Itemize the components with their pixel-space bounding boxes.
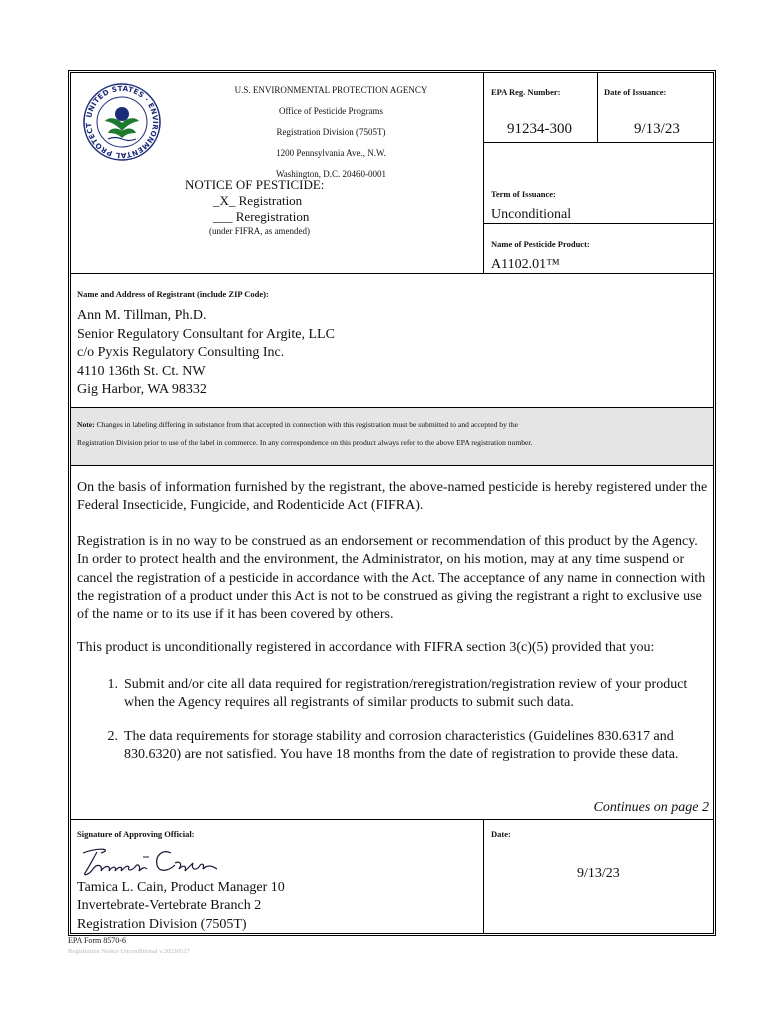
registrant-title: Senior Regulatory Consultant for Argite, LLC [77,326,335,342]
header-divider [483,73,484,273]
list-item-text: Submit and/or cite all data required for registration/reregistration/registration review of your product when the Agency requires all registrants of similar products to submit such data. [124,677,688,711]
signer-branch: Invertebrate-Vertebrate Branch 2 [77,898,262,914]
product-name-label: Name of Pesticide Product: [491,239,590,249]
signature-divider [483,819,484,933]
agency-street: 1200 Pennsylvania Ave., N.W. [276,148,386,158]
note-text-2: Registration Division prior to use of the label in commerce. In any correspondence on this product always refer to the above EPA registration number. [77,438,533,447]
reg-date-divider [597,73,598,142]
signature-date-value: 9/13/23 [577,866,620,881]
body-bottom-rule [71,819,713,820]
continues-note: Continues on page 2 [593,800,709,815]
list-item-number: 1. [107,677,118,692]
term-bottom-rule [483,223,713,224]
date-issuance-label: Date of Issuance: [604,87,667,97]
list-item [76,728,692,765]
body-paragraph-1: On the basis of information furnished by the registrant, the above-named pesticide is hereby registered under the Federal Insecticide, Fungicide, and Rodenticide Act (FIFRA). [77,480,708,514]
agency-heading [191,85,471,190]
registrant-name: Ann M. Tillman, Ph.D. [77,308,207,323]
option-registration: _X_ Registration [213,193,303,208]
svg-text:UNITED STATES · ENVIRONMENTAL: UNITED STATES · ENVIRONMENTAL PROTECT [83,83,161,161]
list-item-text: The data requirements for storage stability and corrosion characteristics (Guidelines 830.6317 and 830.6320) are not satisfied. You have 18 months from the date of registration to provide these data. [124,729,679,763]
signer-name: Tamica L. Cain, Product Manager 10 [77,880,285,895]
header-bottom-rule [71,273,713,274]
registrant-city: Gig Harbor, WA 98332 [77,382,207,397]
signature-label: Signature of Approving Official: [77,829,195,839]
body-paragraph-3: This product is unconditionally registered in accordance with FIFRA section 3(c)(5) provided that you: [77,640,655,655]
note-band [71,408,713,465]
agency-name: U.S. ENVIRONMENTAL PROTECTION AGENCY [234,85,428,95]
registrant-address [77,307,335,400]
option-reregistration: ___ Reregistration [213,209,310,224]
form-number: EPA Form 8570-6 [68,936,126,945]
note-text-1: Changes in labeling differing in substance from that accepted in connection with this registration must be submitted to and accepted by the [96,420,519,429]
under-fifra-note: (under FIFRA, as amended) [209,226,310,236]
reg-number-bottom-rule [483,142,713,143]
registrant-company: c/o Pyxis Regulatory Consulting Inc. [77,345,285,360]
registrant-label: Name and Address of Registrant (include ZIP Code): [77,289,269,299]
list-item [76,676,692,713]
form-version: Registration Notice Unconditional v.20230527 [68,948,190,955]
notice-title: NOTICE OF PESTICIDE: [185,177,325,192]
note-line-1 [77,420,518,429]
epa-seal-logo [81,81,163,163]
date-issuance-value: 9/13/23 [634,121,680,137]
signature-date-label: Date: [491,829,511,839]
agency-office: Office of Pesticide Programs [278,106,384,116]
body-paragraph-2: Registration is in no way to be construed as an endorsement or recommendation of this product by the Agency. In order to protect health and the environment, the Administrator, on his motion, may at any time suspend or cancel the registration of a pesticide in accordance with the Act. The acceptance of any name in connection with the registration of a product under this Act is not to be construed as giving the registrant a right to exclusive use of the name or to its use if it has been covered by others. [77,534,706,623]
product-name-value: A1102.01™ [491,257,560,272]
handwritten-signature [79,845,229,879]
term-value: Unconditional [491,207,572,222]
reg-number-label: EPA Reg. Number: [491,87,561,97]
term-label: Term of Issuance: [491,189,556,199]
signer-division: Registration Division (7505T) [77,916,247,932]
registrant-street: 4110 136th St. Ct. NW [77,363,206,379]
note-label: Note: [77,420,95,429]
reg-number-value: 91234-300 [507,121,572,137]
note-bottom-rule [71,465,713,466]
registration-notice-form [68,70,716,936]
agency-division: Registration Division (7505T) [276,127,386,137]
list-item-number: 2. [107,729,118,744]
agency-city: Washington, D.C. 20460-0001 [275,169,387,179]
signer-block [77,879,285,934]
